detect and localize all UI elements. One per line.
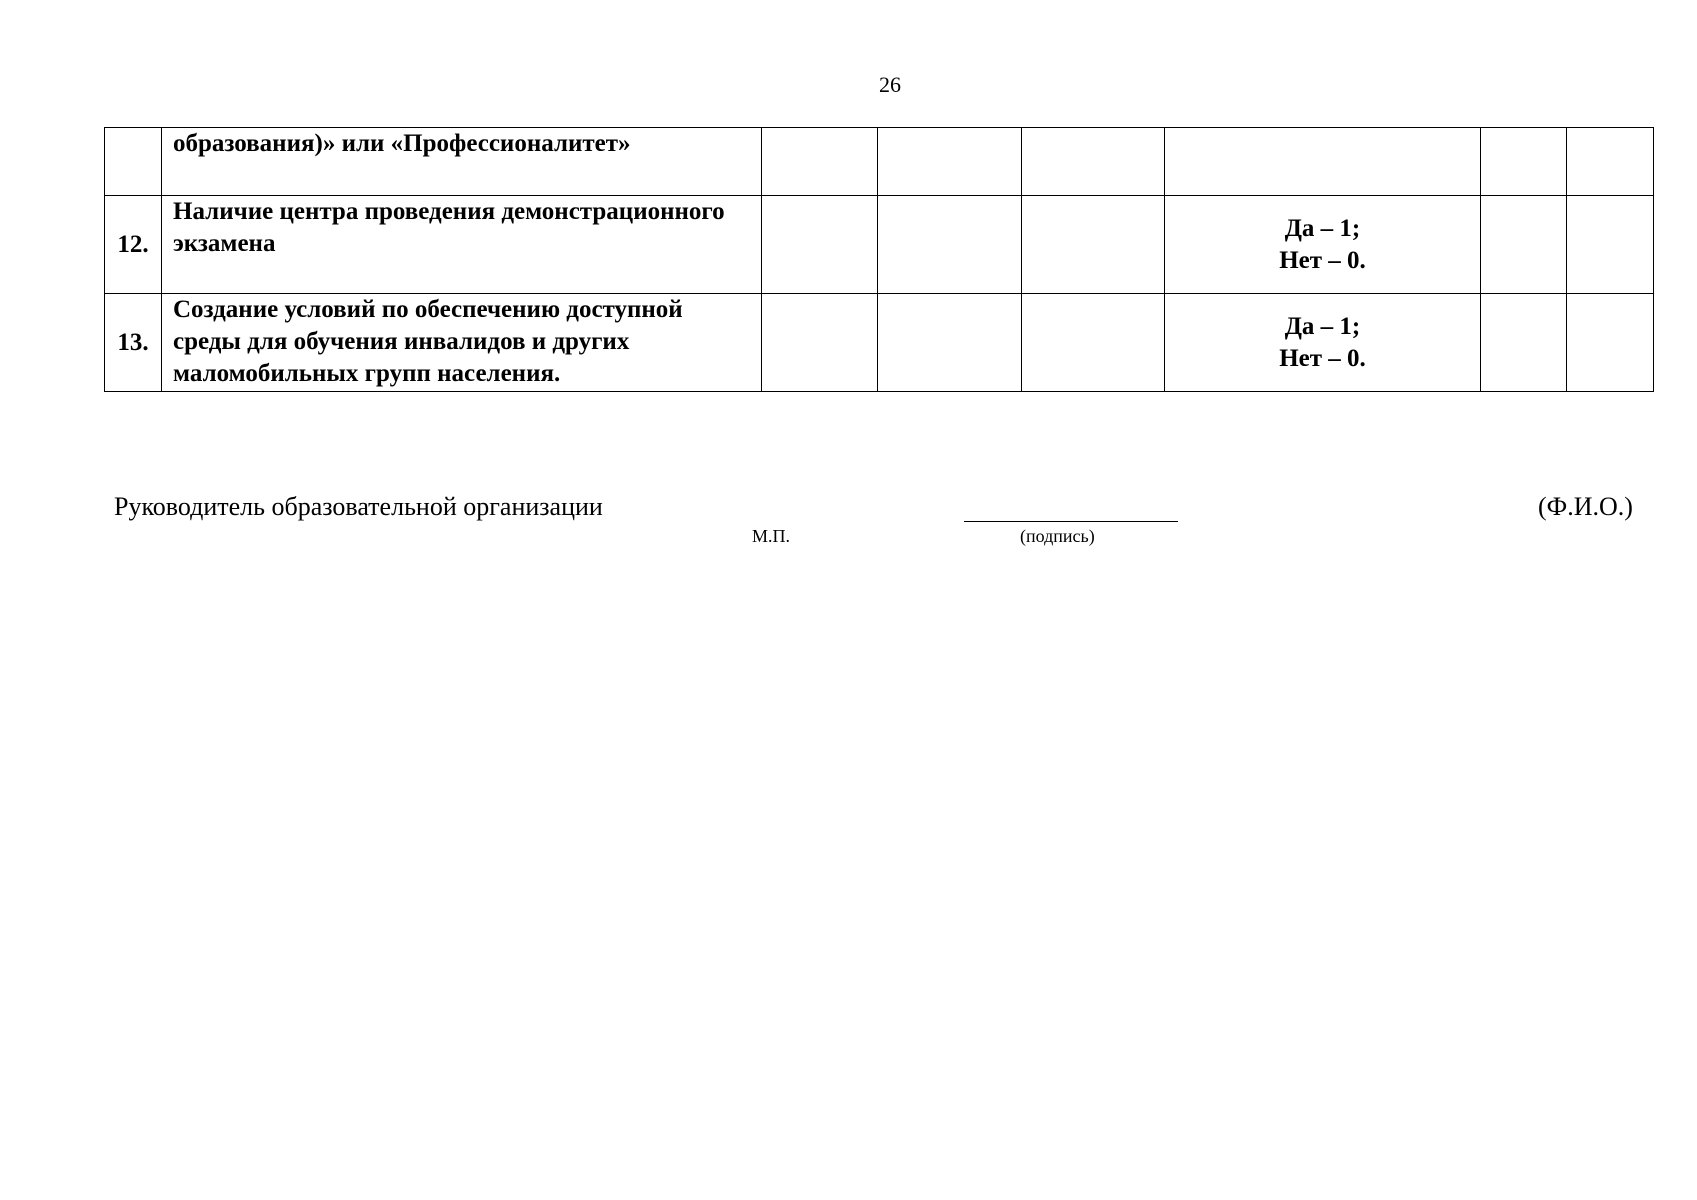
empty-cell [878,294,1022,392]
page-number: 26 [879,72,901,97]
score-cell [1165,128,1481,196]
empty-cell [762,294,878,392]
empty-cell [1022,128,1165,196]
score-no: Нет – 0. [1279,344,1366,372]
empty-cell [878,196,1022,294]
full-name-placeholder: (Ф.И.О.) [1538,492,1633,521]
row-number [105,128,162,196]
empty-cell [1481,128,1567,196]
criteria-table [104,127,1654,392]
row-number: 13. [105,294,162,392]
empty-cell [1481,294,1567,392]
score-cell [1165,196,1481,294]
criterion-name: Наличие центра проведения демонстрационного экзамена [162,196,762,294]
criterion-name: Создание условий по обеспечению доступной среды для обучения инвалидов и других маломобильных групп населения. [162,294,762,392]
empty-cell [1022,196,1165,294]
stamp-label: М.П. [752,526,791,546]
empty-cell [762,196,878,294]
score-yes: Да – 1; [1284,214,1361,242]
empty-cell [1022,294,1165,392]
empty-cell [762,128,878,196]
signatory-role: Руководитель образовательной организации [114,492,603,521]
score-no: Нет – 0. [1279,246,1366,274]
table-row [105,294,1654,392]
score-yes: Да – 1; [1284,312,1361,340]
empty-cell [1567,196,1654,294]
empty-cell [1567,294,1654,392]
signature-caption: (подпись) [1020,526,1095,546]
score-cell [1165,294,1481,392]
table-row [105,128,1654,196]
signature-line [964,521,1178,522]
empty-cell [1567,128,1654,196]
empty-cell [1481,196,1567,294]
row-number: 12. [105,196,162,294]
empty-cell [878,128,1022,196]
table-row [105,196,1654,294]
criterion-name: образования)» или «Профессионалитет» [162,128,762,196]
